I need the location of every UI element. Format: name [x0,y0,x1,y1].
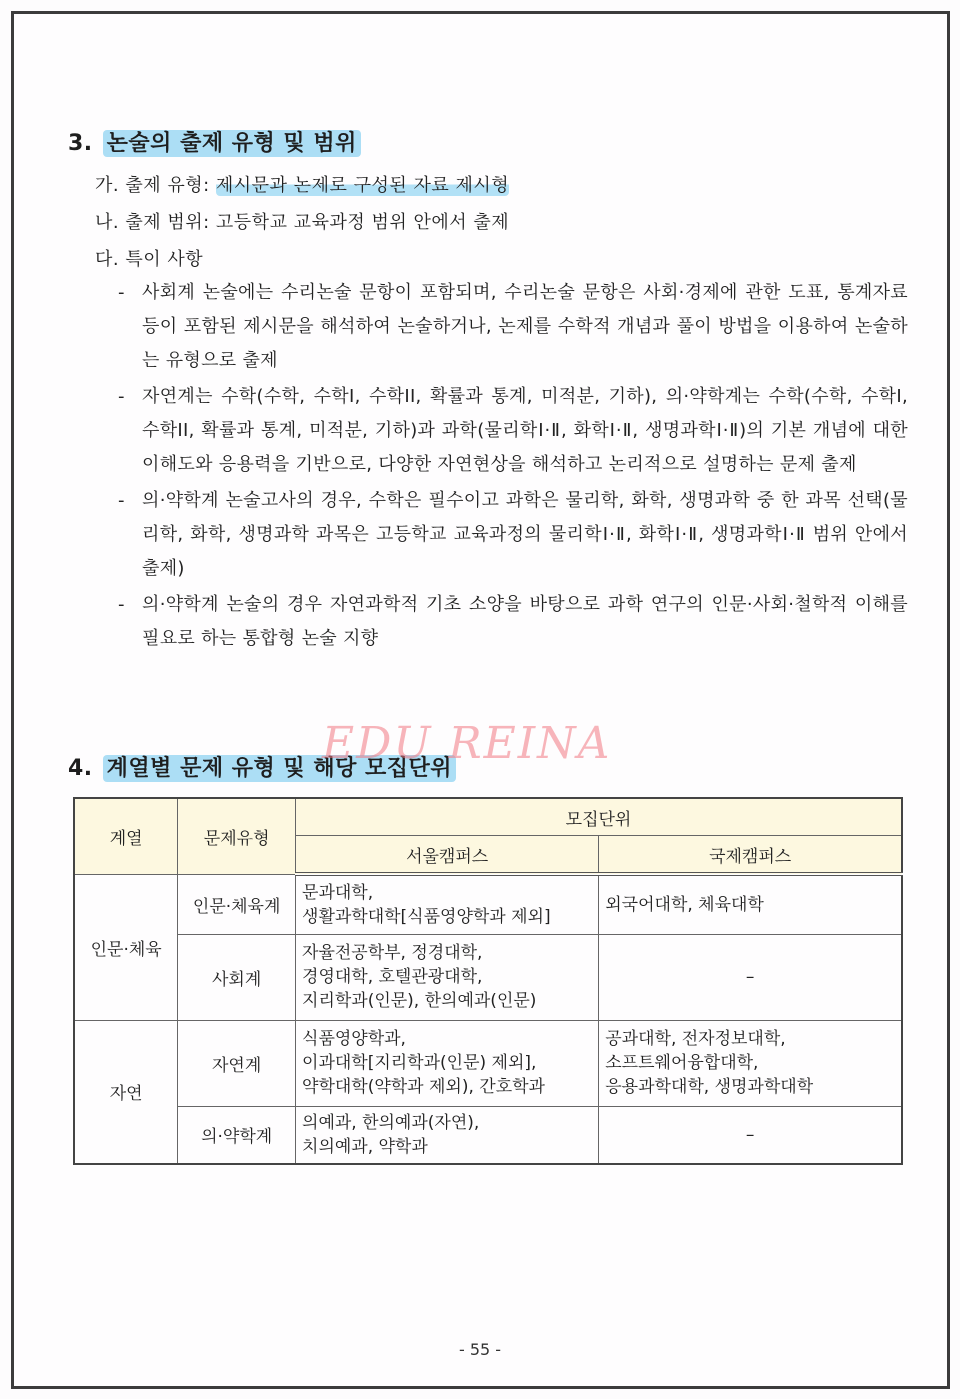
header-recruitment-unit: 모집단위 [296,798,902,836]
unit-line: 치의예과, 약학과 [302,1136,428,1157]
section-4-title: 계열별 문제 유형 및 해당 모집단위 [103,755,456,782]
seoul-cell [296,1106,599,1164]
bullet-text: 의·약학계 논술의 경우 자연과학적 기초 소양을 바탕으로 과학 연구의 인문·사회·철학적 이해를 필요로 하는 통합형 논술 지향 [142,594,908,649]
section-4-heading [68,751,456,782]
type-cell: 자연계 [178,1020,296,1106]
bullet-item [118,276,908,378]
sub-item-type [95,171,509,197]
bullet-text: 의·약학계 논술고사의 경우, 수학은 필수이고 과학은 물리학, 화학, 생명과학 중 한 과목 선택(물리학, 화학, 생명과학 과목은 고등학교 교육과정의 물리학Ⅰ·Ⅱ, 화학Ⅰ·Ⅱ, 생명과학Ⅰ·Ⅱ 범위 안에서 출제) [142,490,908,579]
sub-item-type-label: 가. 출제 유형: [95,175,210,196]
header-track: 계열 [74,798,178,874]
notes-bullet-list [118,276,908,658]
recruitment-units-table [73,797,903,1165]
section-3-number: 3. [68,131,93,156]
seoul-cell [296,934,599,1020]
header-global-campus: 국제캠퍼스 [599,836,902,875]
sub-item-type-value: 제시문과 논제로 구성된 자료 제시형 [215,175,510,196]
bullet-item [118,588,908,656]
dash-marker: - [118,594,125,615]
dash-marker: - [118,282,125,303]
track-cell: 인문·체육 [74,874,178,1020]
unit-line: 이과대학[지리학과(인문) 제외], [302,1053,537,1073]
bullet-text: 사회계 논술에는 수리논술 문항이 포함되며, 수리논술 문항은 사회·경제에 관한 도표, 통계자료 등이 포함된 제시문을 해석하여 논술하거나, 논제를 수학적 개념과 풀이 방법을 이용하여 논술하는 유형으로 출제 [142,282,908,371]
unit-line: 약학대학(약학과 제외), 간호학과 [302,1077,545,1097]
table-row [74,1106,902,1164]
unit-line: 소프트웨어융합대학, [605,1053,759,1073]
section-3-heading [68,126,361,157]
seoul-cell [296,1020,599,1106]
unit-line: 응용과학대학, 생명과학대학 [605,1077,814,1097]
sub-item-scope-label: 나. 출제 범위: [95,212,210,233]
type-cell: 의·약학계 [178,1106,296,1164]
watermark: EDU REINA [322,718,612,769]
unit-line: 공과대학, 전자정보대학, [605,1029,786,1049]
section-4-number: 4. [68,756,93,781]
sub-item-notes [95,245,203,271]
unit-line: 생활과학대학[식품영양학과 제외] [302,906,551,927]
bullet-item [118,380,908,482]
track-cell: 자연 [74,1020,178,1164]
type-cell: 사회계 [178,934,296,1020]
header-question-type: 문제유형 [178,798,296,874]
global-cell [599,1020,902,1106]
unit-line: 자율전공학부, 정경대학, [302,943,483,963]
dash-marker: - [118,386,125,407]
section-3-title: 논술의 출제 유형 및 범위 [103,130,361,157]
seoul-cell [296,874,599,934]
sub-item-scope [95,208,509,234]
table-header-row [74,798,902,836]
global-cell [599,874,902,934]
bullet-text: 자연계는 수학(수학, 수학I, 수학II, 확률과 통계, 미적분, 기하), 의·약학계는 수학(수학, 수학I, 수학II, 확률과 통계, 미적분, 기하)과 과학(물리학Ⅰ·Ⅱ, 화학Ⅰ·Ⅱ, 생명과학Ⅰ·Ⅱ)의 기본 개념에 대한 이해도와 응용력을 기반으로, 다양한 자연현상을 해석하고 논리적으로 설명하는 문제 출제 [142,386,908,475]
sub-item-notes-label: 다. 특이 사항 [95,249,204,270]
header-seoul-campus: 서울캠퍼스 [296,836,599,875]
global-cell: – [599,934,902,1020]
type-cell: 인문·체육계 [178,874,296,934]
sub-item-scope-value: 고등학교 교육과정 범위 안에서 출제 [215,212,510,233]
bullet-item [118,484,908,586]
unit-line: 문과대학, [302,882,374,903]
unit-line: 의예과, 한의예과(자연), [302,1112,480,1133]
table-row [74,874,902,934]
dash-marker: - [118,490,125,511]
unit-line: 지리학과(인문), 한의예과(인문) [302,991,537,1011]
unit-line: 경영대학, 호텔관광대학, [302,967,483,987]
unit-line: 외국어대학, 체육대학 [605,894,764,915]
unit-line: 식품영양학과, [302,1029,406,1049]
table-row [74,934,902,1020]
page-number: - 55 - [458,1340,502,1359]
table-row [74,1020,902,1106]
global-cell: – [599,1106,902,1164]
